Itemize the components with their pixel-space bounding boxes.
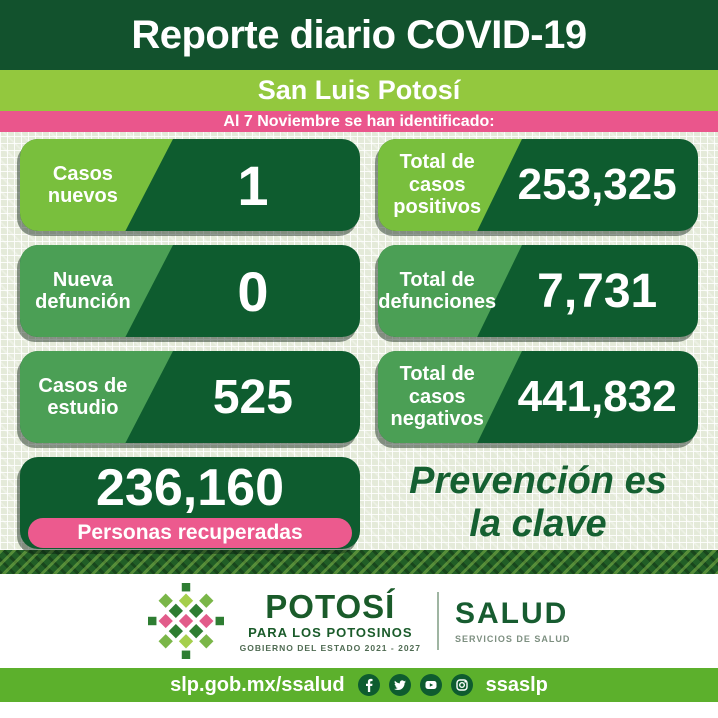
bottom-margin [0,702,718,718]
region-title: San Luis Potosí [257,75,461,105]
potosi-emblem [148,583,224,659]
card-casos-nuevos [20,139,360,231]
recovered-value: 236,160 [96,459,284,517]
org-name: SALUD [455,596,569,630]
motto-text: Prevención es la clave [409,460,667,545]
stat-value: 525 [212,370,293,424]
stat-label: Casos de estudio [38,374,128,419]
stat-label: Total de casos positivos [393,151,482,219]
facebook-icon[interactable] [357,673,381,697]
stat-label: Casos nuevos [47,162,118,207]
potosi-wordmark [239,587,421,653]
card-casos-estudio [20,351,360,443]
website-url[interactable]: slp.gob.mx/ssalud [170,673,345,696]
date-line: Al 7 Noviembre se han identificado: [223,112,495,130]
recovered-label-pill: Personas recuperadas [28,518,352,548]
footer-logos [0,574,718,668]
card-total-positivos [378,139,698,231]
card-recuperados [20,457,360,549]
date-band [0,111,718,132]
stats-area [0,132,718,550]
subheader-band [0,70,718,111]
page-title: Reporte diario COVID-19 [131,12,587,57]
stats-row-4 [20,457,698,549]
stat-value: 441,832 [517,372,677,421]
stats-row-3 [20,351,698,443]
twitter-icon[interactable] [388,673,412,697]
stat-label: Total de defunciones [378,268,497,313]
decorative-strip [0,550,718,574]
card-nueva-defuncion [20,245,360,337]
stat-value: 1 [237,153,269,217]
instagram-icon[interactable] [450,673,474,697]
salud-wordmark [455,596,571,644]
card-total-defunciones [378,245,698,337]
brand-tagline: PARA LOS POTOSINOS [248,624,413,640]
stat-value: 7,731 [537,264,658,318]
stats-row-1 [20,139,698,231]
stat-value: 0 [237,259,269,323]
brand-subline: GOBIERNO DEL ESTADO 2021 - 2027 [239,642,421,653]
bottom-bar [0,668,718,702]
stat-label: Nueva defunción [35,268,131,313]
stat-label: Total de casos negativos [390,363,484,431]
brand-name: POTOSÍ [265,587,396,625]
card-total-negativos [378,351,698,443]
stat-value: 253,325 [517,160,677,209]
social-icons [357,673,474,697]
youtube-icon[interactable] [419,673,443,697]
org-subline: SERVICIOS DE SALUD [455,633,571,644]
social-handle: ssaslp [485,673,548,696]
header-band [0,0,718,70]
stats-row-2 [20,245,698,337]
logo-divider [437,592,439,650]
